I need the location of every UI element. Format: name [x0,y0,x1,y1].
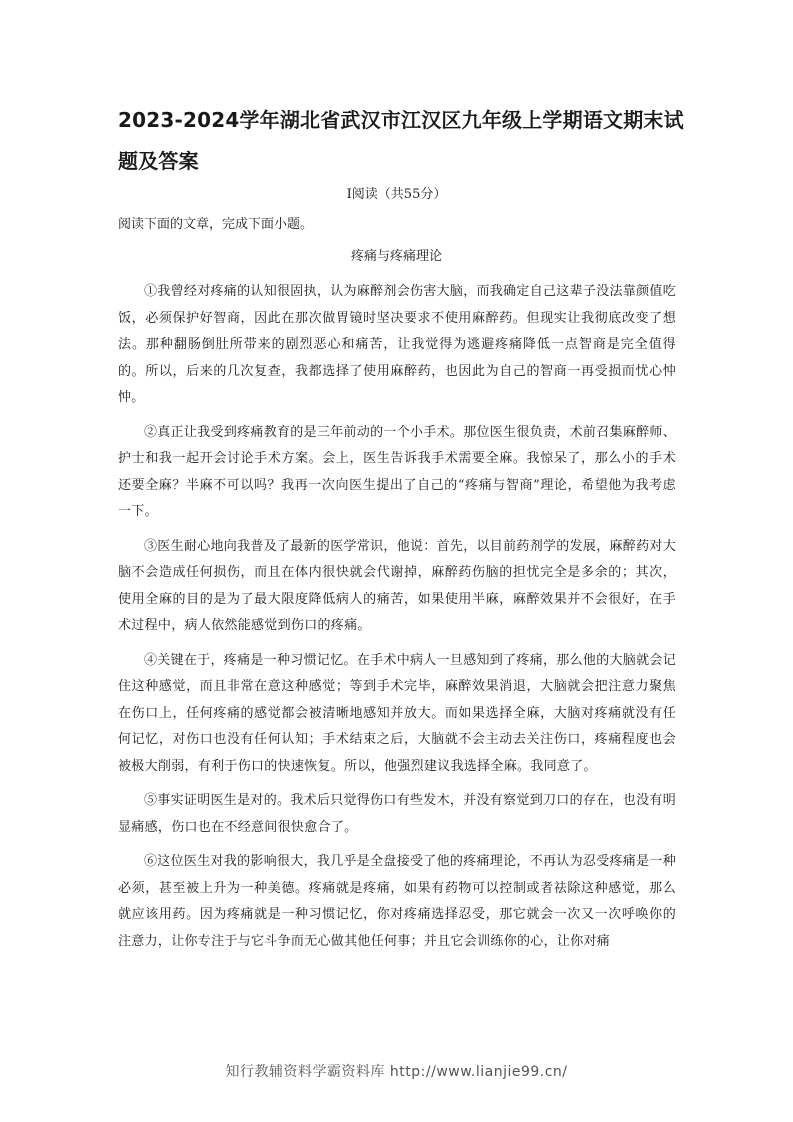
document-title: 2023-2024学年湖北省武汉市江汉区九年级上学期语文期末试题及答案 [118,108,684,173]
reading-instruction: 阅读下面的文章，完成下面小题。 [118,217,314,232]
paragraph-6: ⑥这位医生对我的影响很大，我几乎是全盘接受了他的疼痛理论，不再认为忍受疼痛是一种必须，甚至被上升为一种美德。疼痛就是疼痛，如果有药物可以控制或者祛除这种感觉，那么就应该用药。因为疼痛就是一种习惯记忆，你对疼痛选择忍受，那它就会一次又一次呼唤你的注意力，让你专注于与它斗争而无心做其他任何事；并且它会训练你的心，让你对痛 [118,854,677,949]
paragraph-5: ⑤事实证明医生是对的。我术后只觉得伤口有些发木，并没有察觉到刀口的存在，也没有明显痛感，伤口也在不经意间很快愈合了。 [118,793,677,835]
section-heading: I阅读（共55分） [346,187,447,202]
article-body [118,279,676,963]
paragraph-3: ③医生耐心地向我普及了最新的医学常识，他说：首先，以目前药剂学的发展，麻醉药对大脑不会造成任何损伤，而且在体内很快就会代谢掉，麻醉药伤脑的担忧完全是多余的；其次，使用全麻的目的是为了最大限度降低病人的痛苦，如果使用半麻，麻醉效果并不会很好，在手术过程中，病人依然能感觉到伤口的疼痛。 [118,538,677,633]
paragraph-2: ②真正让我受到疼痛教育的是三年前动的一个小手术。那位医生很负责，术前召集麻醉师、护士和我一起开会讨论手术方案。会上，医生告诉我手术需要全麻。我惊呆了，那么小的手术还要全麻？半麻不可以吗？我再一次向医生提出了自己的“疼痛与智商”理论，希望他为我考虑一下。 [118,424,677,519]
paragraph-4: ④关键在于，疼痛是一种习惯记忆。在手术中病人一旦感知到了疼痛，那么他的大脑就会记住这种感觉，而且非常在意这种感觉；等到手术完毕，麻醉效果消退，大脑就会把注意力聚焦在伤口上，任何疼痛的感觉都会被清晰地感知并放大。而如果选择全麻，大脑对疼痛就没有任何记忆，对伤口也没有任何认知；手术结束之后，大脑就不会主动去关注伤口，疼痛程度也会被极大削弱，有利于伤口的快速恢复。所以，他强烈建议我选择全麻。我同意了。 [118,652,677,774]
footer-watermark: 知行教辅资料学霸资料库 http://www.lianjie99.cn/ [225,1064,568,1080]
article-title: 疼痛与疼痛理论 [350,249,442,264]
paragraph-1: ①我曾经对疼痛的认知很固执，认为麻醉剂会伤害大脑，而我确定自己这辈子没法靠颜值吃饭，必须保护好智商，因此在那次做胃镜时坚决要求不使用麻醉药。但现实让我彻底改变了想法。那种翻肠倒肚所带来的剧烈恶心和痛苦，让我觉得为逃避疼痛降低一点智商是完全值得的。所以，后来的几次复查，我都选择了使用麻醉药，也因此为自己的智商一再受损而忧心忡忡。 [118,284,677,405]
